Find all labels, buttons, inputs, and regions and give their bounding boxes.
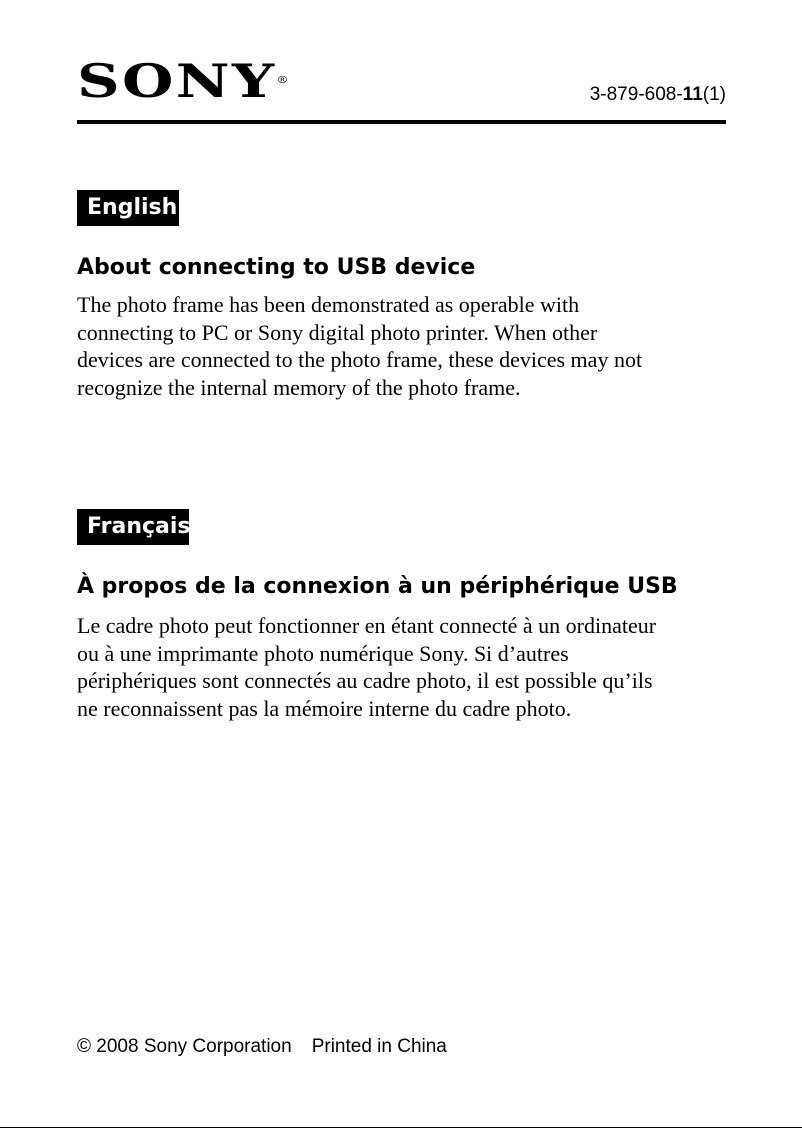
section-body-english: [77, 291, 737, 401]
body-line: The photo frame has been demonstrated as operable with: [77, 292, 580, 317]
sony-logo: [77, 53, 289, 108]
printed-in-text: Printed in China: [311, 1036, 447, 1057]
part-number-bold: 11: [682, 84, 703, 105]
registered-mark: ®: [276, 75, 289, 86]
part-number-prefix: 3-879-608-: [589, 84, 683, 105]
copyright-text: © 2008 Sony Corporation: [77, 1036, 292, 1057]
page-bottom-edge: [0, 1127, 802, 1128]
language-tag-english: English: [77, 190, 179, 226]
body-line: devices are connected to the photo frame, these devices may not: [77, 347, 643, 373]
body-line: périphériques sont connectés au cadre photo, il est possible qu’ils: [77, 668, 653, 694]
footer: [77, 1036, 447, 1058]
section-heading-francais: À propos de la connexion à un périphérique USB: [77, 574, 678, 599]
body-line: ou à une imprimante photo numérique Sony. Si d’autres: [77, 640, 569, 666]
section-heading-english: About connecting to USB device: [77, 255, 476, 280]
section-body-francais: [77, 612, 737, 722]
language-tag-francais: Français: [77, 509, 189, 545]
logo-text: SONY: [77, 53, 277, 108]
part-number: [590, 84, 726, 106]
body-line: Le cadre photo peut fonctionner en étant connecté à un ordinateur: [77, 613, 657, 638]
body-line: recognize the internal memory of the photo frame.: [77, 374, 521, 400]
part-number-suffix: (1): [702, 84, 726, 105]
body-line: connecting to PC or Sony digital photo printer. When other: [77, 319, 598, 345]
header-rule: [77, 120, 726, 124]
body-line: ne reconnaissent pas la mémoire interne du cadre photo.: [77, 695, 572, 721]
